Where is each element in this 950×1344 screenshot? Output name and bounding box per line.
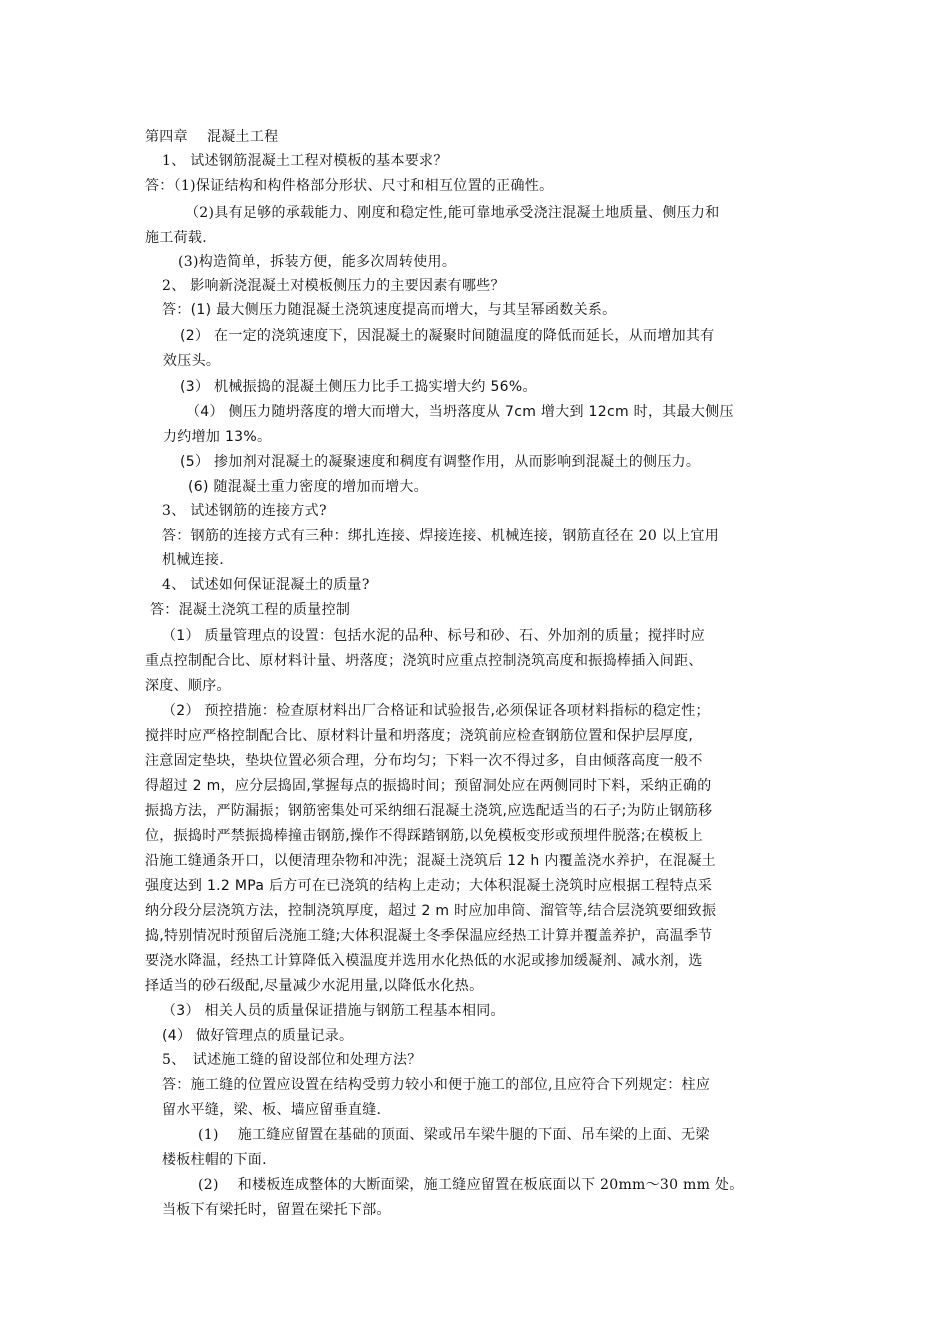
answer-4-line: （1） 质量管理点的设置：包括水泥的品种、标号和砂、石、外加剂的质量；搅拌时应 [162, 628, 706, 644]
answer-2-line: (3） 机械振捣的混凝土侧压力比手工捣实增大约 56%。 [180, 379, 537, 395]
answer-5-line: (2) 和楼板连成整体的大断面梁，施工缝应留置在板底面以下 20mm～30 mm 处。 [198, 1177, 744, 1193]
question-5: 5、 试述施工缝的留设部位和处理方法？ [162, 1052, 422, 1068]
answer-4-line: 捣,特别情况时预留后浇施工缝;大体积混凝土冬季保温应经热工计算并覆盖养护，高温季节 [145, 928, 713, 944]
question-1: 1、 试述钢筋混凝土工程对模板的基本要求？ [162, 153, 448, 169]
answer-4-line: 注意固定垫块，垫块位置必须合理，分布均匀；下料一次不得过多，自由倾落高度一般不 [145, 753, 703, 769]
answer-4-line: 纳分段分层浇筑方法，控制浇筑厚度，超过 2 m 时应加串筒、溜管等,结合层浇筑要细致振 [145, 903, 717, 919]
answer-4-line: 要浇水降温，经热工计算降低入模温度并选用水化热低的水泥或掺加缓凝剂、减水剂，选 [145, 953, 703, 969]
answer-1-line: (3)构造简单，拆装方便，能多次周转使用。 [178, 254, 457, 270]
question-4: 4、 试述如何保证混凝土的质量? [162, 577, 370, 593]
answer-3-line: 答：钢筋的连接方式有三种：绑扎连接、焊接连接、机械连接，钢筋直径在 20 以上宜用 [162, 528, 720, 544]
answer-5-line: 答：施工缝的位置应设置在结构受剪力较小和便于施工的部位,且应符合下列规定：柱应 [162, 1077, 711, 1093]
answer-4-line: 振捣方法，严防漏振；钢筋密集处可采纳细石混凝土浇筑,应选配适当的石子;为防止钢筋移 [145, 803, 713, 819]
answer-4-line: 深度、顺序。 [145, 678, 231, 694]
answer-1-line: 答：（1)保证结构和构件格部分形状、尺寸和相互位置的正确性。 [145, 178, 554, 194]
answer-5-line: 当板下有梁托时，留置在梁托下部。 [162, 1202, 391, 1218]
answer-2-line: 答：(1) 最大侧压力随混凝土浇筑速度提高而增大，与其呈幂函数关系。 [162, 302, 617, 318]
answer-4-line: (4） 做好管理点的质量记录。 [162, 1028, 354, 1044]
answer-2-line: 力约增加 13%。 [163, 429, 272, 445]
answer-2-line: (6) 随混凝土重力密度的增加而增大。 [188, 479, 428, 495]
answer-2-line: （4） 侧压力随坍落度的增大而增大，当坍落度从 7cm 增大到 12cm 时，其最大侧压 [186, 404, 734, 420]
chapter-title: 第四章 混凝土工程 [145, 129, 279, 145]
answer-4-line: 强度达到 1.2 MPa 后方可在已浇筑的结构上走动；大体积混凝土浇筑时应根据工程特点采 [145, 878, 713, 894]
answer-5-line: 楼板柱帽的下面. [162, 1152, 267, 1168]
answer-3-line: 机械连接. [162, 552, 224, 568]
answer-4-line: （3） 相关人员的质量保证措施与钢筋工程基本相同。 [162, 1003, 505, 1019]
answer-5-line: (1) 施工缝应留置在基础的顶面、梁或吊车梁牛腿的下面、吊车梁的上面、无梁 [198, 1127, 710, 1143]
question-2: 2、 影响新浇混凝土对模板侧压力的主要因素有哪些？ [162, 278, 505, 294]
answer-4-line: 得超过 2 m，应分层捣固,掌握每点的振捣时间；预留洞处应在两侧同时下料，采纳正确的 [145, 778, 712, 794]
answer-1-line: （2)具有足够的承载能力、刚度和稳定性,能可靠地承受浇注混凝土地质量、侧压力和 [185, 205, 720, 221]
answer-2-line: (5） 掺加剂对混凝土的凝聚速度和稠度有调整作用，从而影响到混凝土的侧压力。 [180, 454, 701, 470]
answer-2-line: (2） 在一定的浇筑速度下，因混凝土的凝聚时间随温度的降低而延长，从而增加其有 [180, 328, 715, 344]
answer-4-line: 重点控制配合比、原材料计量、坍落度；浇筑时应重点控制浇筑高度和振捣棒插入间距、 [145, 653, 703, 669]
answer-4-line: 答：混凝土浇筑工程的质量控制 [150, 602, 351, 618]
answer-4-line: 位，振捣时严禁振捣棒撞击钢筋,操作不得踩踏钢筋,以免模板变形或预埋件脱落;在模板上 [145, 828, 703, 844]
answer-1-line: 施工荷载. [145, 230, 207, 246]
answer-4-line: 沿施工缝通条开口，以便清理杂物和冲洗；混凝土浇筑后 12 h 内覆盖浇水养护，在混凝土 [145, 853, 716, 869]
answer-4-line: 择适当的砂石级配,尽量减少水泥用量,以降低水化热。 [145, 978, 484, 994]
answer-5-line: 留水平缝，梁、板、墙应留垂直缝. [162, 1102, 382, 1118]
question-3: 3、 试述钢筋的连接方式? [162, 503, 327, 519]
answer-4-line: （2） 预控措施：检查原材料出厂合格证和试验报告,必须保证各项材料指标的稳定性； [162, 703, 710, 719]
answer-4-line: 搅拌时应严格控制配合比、原材料计量和坍落度；浇筑前应检查钢筋位置和保护层厚度, [145, 728, 694, 744]
answer-2-line: 效压头。 [163, 353, 221, 369]
